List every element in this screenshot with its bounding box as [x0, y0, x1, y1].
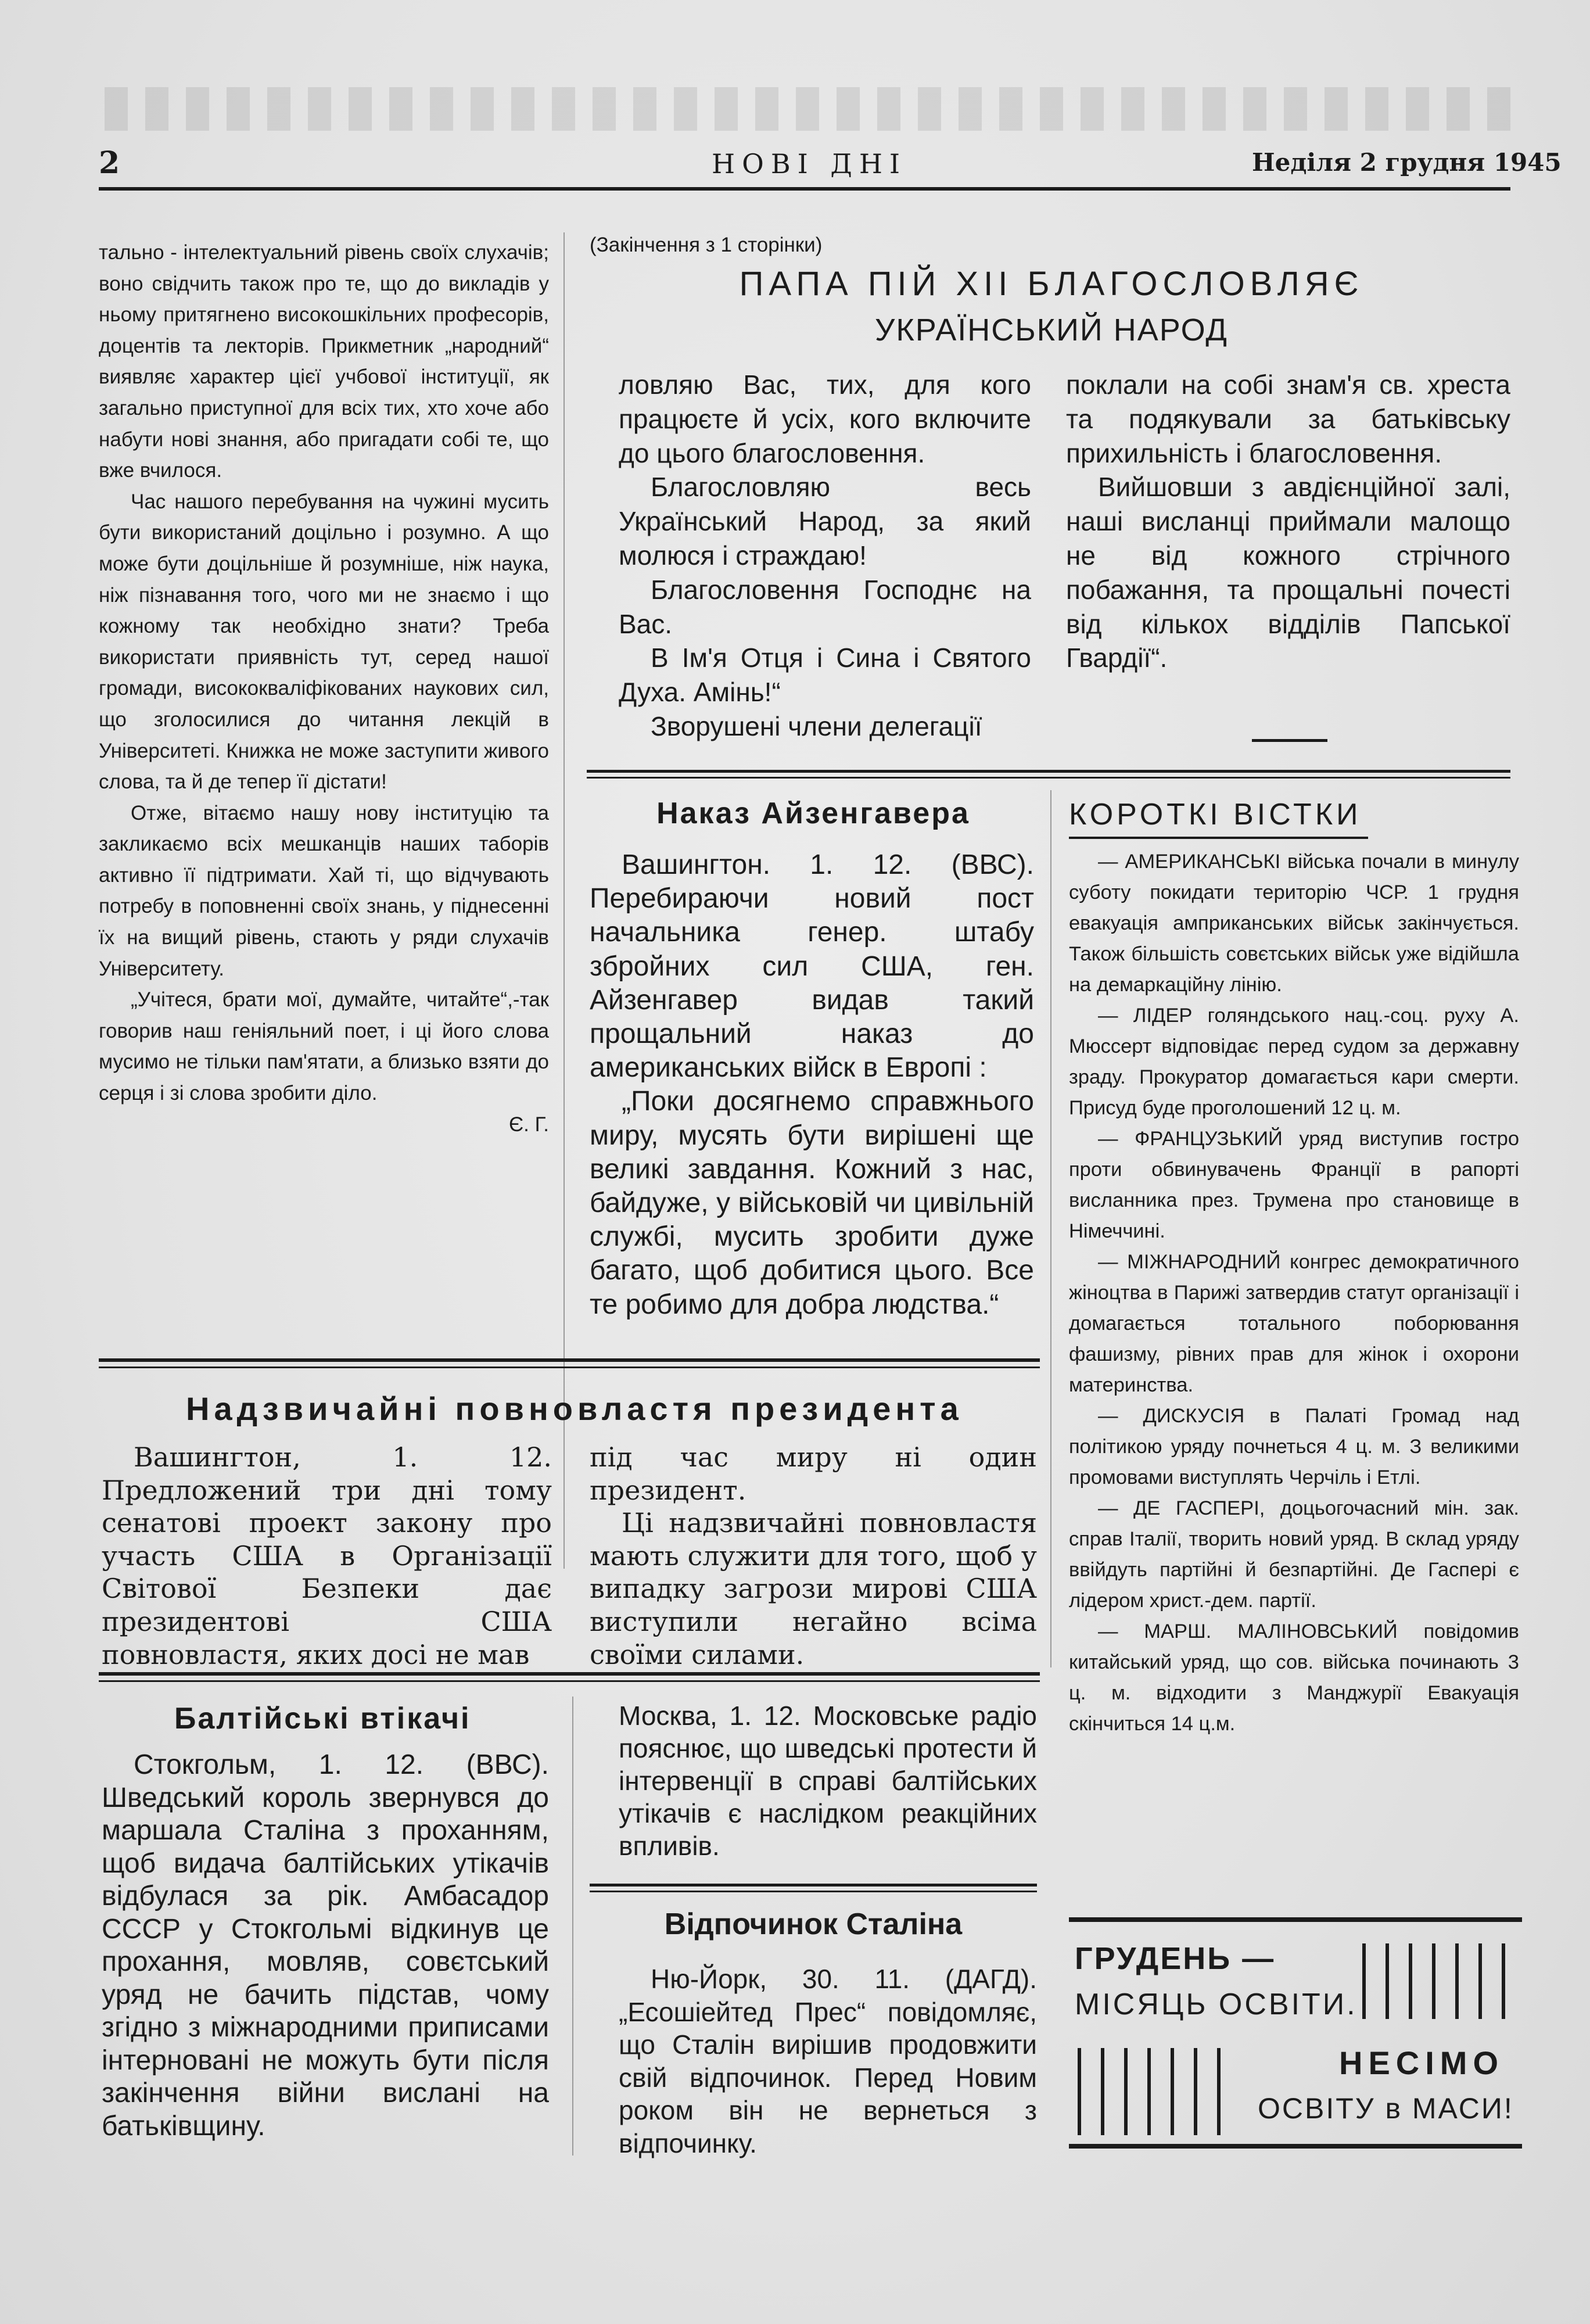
news-item: — МІЖНАРОДНИЙ конгрес демократичного жіноцтва в Парижі затвердив статут організації і домагається тотального поборювання фашизму, рівних прав для жінок і охорони материнства. [1069, 1251, 1519, 1396]
stalin-article [619, 1963, 1037, 2160]
pope-subheadline: УКРАЇНСЬКИЙ НАРОД [875, 313, 1228, 347]
article-paragraph: Отже, вітаємо нашу нову інституцію та закликаємо всіх мешканців наших таборів активно її підтримати. Хай ті, що відчувають потребу в поповненні своїх знань, у піднесенні їх на вищий рівень, стають у ряди слухачів Університету. [99, 801, 549, 980]
section-rule [587, 777, 1510, 779]
article-signature: Є. Г. [508, 1113, 549, 1136]
section-rule [587, 770, 1510, 773]
issue-date: Неділя 2 грудня 1945 [1252, 148, 1562, 177]
headline-underline [1069, 837, 1368, 839]
article-paragraph: поклали на собі знам'я св. хреста та подякували за батьківську прихильність і благословення. [1066, 370, 1510, 468]
article-paragraph: В Ім'я Отця і Сина і Святого Духа. Амінь!“ [619, 643, 1031, 708]
article-paragraph: під час миру ні один президент. [590, 1441, 1037, 1506]
ad-subtitle: МІСЯЦЬ ОСВІТИ. [1075, 1988, 1358, 2021]
article-paragraph: Вашингтон. 1. 12. (ВВС). Перебираючи новий пост начальника генер. штабу збройних сил США, ген. Айзенгавер видав такий прощальний наказ до американських війск в Европі : [590, 849, 1034, 1084]
baltic-article [102, 1749, 549, 2143]
ad-box-top-rule [1069, 1917, 1522, 1922]
news-item: — ЛІДЕР голяндського нац.-соц. руху А. Мюссерт відповідає перед судом за державну зраду. Прокуратор домагається кари смерти. Присуд буде проголошений 12 ц. м. [1069, 1005, 1519, 1119]
section-rule [99, 1672, 1040, 1676]
moscow-article [619, 1699, 1037, 1862]
president-article-left [102, 1441, 552, 1671]
baltic-headline: Балтійські втікачі [174, 1702, 471, 1735]
article-paragraph: Вашингтон, 1. 12. Предложений три дні тому сенатові проект закону про участь США в Організації Світової Безпеки дає президентові США повновластя, яких досі не мав [102, 1441, 552, 1670]
news-item: — ДИСКУСІЯ в Палаті Громад над політикою уряду почнеться 4 ц. м. З великими промовами виступлять Черчіль і Етлі. [1069, 1405, 1519, 1489]
section-rule [99, 1680, 1040, 1682]
ad-box-bottom-rule [1069, 2144, 1522, 2149]
news-item: — ФРАНЦУЗЬКИЙ уряд виступив гостро проти обвинувачень Франції в рапорті висланника през. Трумена про становище в Німеччині. [1069, 1128, 1519, 1242]
short-news-headline: КОРОТКІ ВІСТКИ [1069, 798, 1362, 831]
bleed-through-text [105, 87, 1528, 131]
page-number: 2 [99, 145, 120, 181]
stalin-headline: Відпочинок Сталіна [664, 1907, 963, 1941]
article-paragraph: Зворушені члени делегації [651, 711, 982, 741]
article-paragraph: „Учітеся, брати мої, думайте, читайте“,-так говорив наш геніяльний поет, і ці його слова мусимо не тільки пам'ятати, а близько взяти до серця і зі слова зробити діло. [99, 988, 549, 1105]
pope-article-left [619, 368, 1031, 744]
ad-slogan-2: ОСВІТУ в МАСИ! [1258, 2092, 1514, 2125]
news-item: — ДЕ ГАСПЕРІ, доцьогочасний мін. зак. справ Італії, творить новий уряд. В склад уряду ввійдуть партійні й безпартійні. Де Гаспері є лідером христ.-дем. партії. [1069, 1497, 1519, 1612]
president-article-right [590, 1441, 1037, 1671]
news-item: — МАРШ. МАЛІНОВСЬКИЙ повідомив китайський уряд, що сов. війська починають 3 ц. м. відходити з Манджурії Евакуація скінчиться 14 ц.м. [1069, 1620, 1519, 1735]
article-paragraph: Благословення Господнє на Вас. [619, 574, 1031, 639]
header-rule [99, 187, 1510, 191]
continuation-note: (Закінчення з 1 сторінки) [590, 234, 823, 256]
pope-article-right [1066, 368, 1510, 675]
section-rule [590, 1891, 1037, 1892]
section-rule [99, 1358, 1040, 1362]
ad-slogan: НЕСІМО [1339, 2045, 1504, 2081]
article-paragraph: Час нашого перебування на чужині мусить бути використаний доцільно і розумно. А що може бути доцільніше й розумніше, ніж наука, ніж пізнавання того, чого ми не знаємо і що кожному так необхідно знати? Треба використати приявність тут, серед нашої громади, висококваліфікованих наукових сил, що зголосилися до читання лекцій в Університеті. Книжка не може заступити живого слова, та й де тепер її дістати! [99, 490, 549, 794]
column-separator [564, 232, 565, 1569]
section-rule [99, 1367, 1040, 1368]
university-article [99, 237, 549, 1140]
article-paragraph: тально - інтелектуальний рівень своїх слухачів; воно свідчить також про те, що до викладів у ньому притягнено високошкільних професорів, доцентів та лекторів. Прикметник „народний“ виявляє характер цієї учбової інституції, як загально приступної для всіх тих, хто хоче або набути нові знання, або пригадати собі те, що вже вчилося. [99, 241, 549, 482]
eisenhower-article [590, 848, 1034, 1322]
eisenhower-headline: Наказ Айзенгавера [656, 797, 970, 830]
news-item: — АМЕРИКАНСЬКІ війська почали в минулу суботу покидати територію ЧСР. 1 грудня евакуація амприканських військ закінчується. Також більшість совєтських військ уже відійшла на демаркаційну лінію. [1069, 851, 1519, 996]
article-paragraph: Ці надзвичайні повновластя мають служити для того, щоб у випадку загрози мирові США виступили негайно всіма своїми силами. [590, 1507, 1037, 1670]
article-paragraph: Стокгольм, 1. 12. (ВВС). Шведський король звернувся до маршала Сталіна з проханням, щоб видача балтійських утікачів відбулася за рік. Амбасадор СССР у Стокгольмі відкинув це прохання, мовляв, совєтський уряд не бачить підстав, чому згідно з міжнародними приписами інтерновані не можуть бути після закінчення війни вислані на батьківщину. [102, 1749, 549, 2142]
end-of-article-rule [1252, 739, 1327, 742]
article-paragraph: Москва, 1. 12. Московське радіо пояснює, що шведські протести й інтервенції в справі балтійських утікачів є наслідком реакційних впливів. [619, 1701, 1037, 1861]
column-separator [572, 1697, 573, 2156]
article-paragraph: Ню-Йорк, 30. 11. (ДАГД). „Есошіейтед Прес“ повідомляє, що Сталін вирішив продовжити свій відпочинок. Перед Новим роком він не вернеться з відпочинку. [619, 1964, 1037, 2158]
article-paragraph: Благословляю весь Український Народ, за який молюся і страждаю! [619, 472, 1031, 571]
article-paragraph: „Поки досягнемо справжнього миру, мусять бути вирішені ще великі завдання. Кожний з нас, байдуже, у військовій чи цивільній службі, мусить зробити дуже багато, щоб добитися цього. Все те робимо для добра людства.“ [590, 1086, 1034, 1320]
president-headline: Надзвичайні повновластя президента [186, 1390, 963, 1427]
newspaper-title: НОВІ ДНІ [712, 148, 907, 180]
section-rule [590, 1884, 1037, 1887]
column-separator [1050, 790, 1051, 1667]
article-paragraph: ловляю Вас, тих, для кого працюєте й усіх, кого включите до цього благословення. [619, 370, 1031, 468]
pope-headline: ПАПА ПІЙ XII БЛАГОСЛОВЛЯЄ [739, 265, 1364, 303]
short-news-list [1069, 847, 1519, 1740]
ad-title: ГРУДЕНЬ — [1075, 1941, 1276, 1976]
article-paragraph: Вийшовши з авдієнційної залі, наші висланці приймали малощо не від кожного стрічного побажання, та прощальні почесті від кількох відділів Папської Гвардії“. [1066, 472, 1510, 673]
